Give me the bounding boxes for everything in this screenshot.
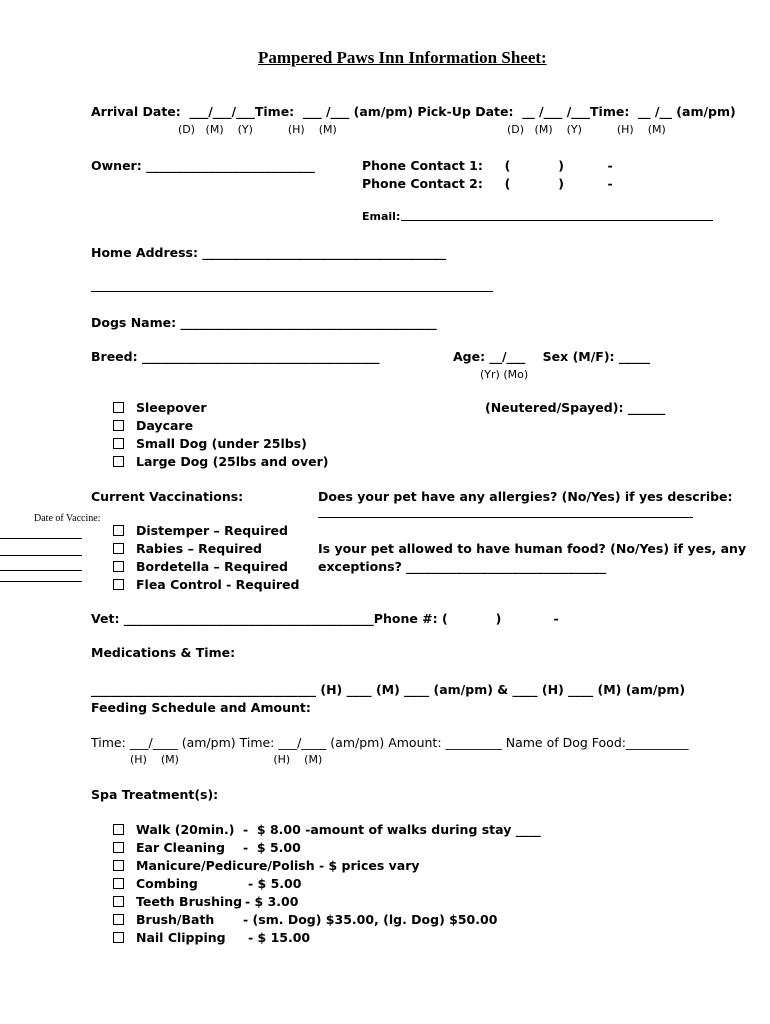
option-large-dog[interactable]: Large Dog (25lbs and over) bbox=[113, 454, 328, 469]
spa-nail-price: - $ 15.00 bbox=[248, 930, 311, 945]
dogs-name-field[interactable]: Dogs Name: _________________________________________ bbox=[91, 315, 437, 330]
checkbox-icon[interactable] bbox=[113, 525, 124, 536]
checkbox-icon[interactable] bbox=[113, 932, 124, 943]
vaccine-date-line[interactable] bbox=[0, 555, 82, 556]
spa-combing-price: - $ 5.00 bbox=[248, 876, 302, 891]
spa-ear-cleaning[interactable]: Ear Cleaning bbox=[113, 840, 225, 855]
spa-ear-price: - $ 5.00 bbox=[243, 840, 301, 855]
spa-walk-price: - $ 8.00 -amount of walks during stay ____ bbox=[243, 822, 541, 837]
spa-teeth-price: - $ 3.00 bbox=[245, 894, 299, 909]
checkbox-icon[interactable] bbox=[113, 842, 124, 853]
vet-field[interactable]: Vet: ________________________________________Phone #: ( ) - bbox=[91, 611, 559, 626]
feeding-subscript: (H) (M) (H) (M) bbox=[130, 753, 323, 766]
human-food-question: Is your pet allowed to have human food? (No/Yes) if yes, any bbox=[318, 541, 747, 556]
vaccine-date-line[interactable] bbox=[0, 581, 82, 582]
human-food-exceptions[interactable]: exceptions? ________________________________ bbox=[318, 559, 607, 574]
pickup-subscript: (D) (M) (Y) (H) (M) bbox=[507, 123, 666, 136]
vaccine-bordetella[interactable]: Bordetella – Required bbox=[113, 559, 288, 574]
spa-brush-bath[interactable]: Brush/Bath bbox=[113, 912, 214, 927]
medications-line[interactable]: ____________________________________ (H) ____ (M) ____ (am/pm) & ____ (H) ____ (M) (am/pm) bbox=[91, 682, 686, 697]
checkbox-icon[interactable] bbox=[113, 824, 124, 835]
vaccine-rabies[interactable]: Rabies – Required bbox=[113, 541, 262, 556]
allergies-question: Does your pet have any allergies? (No/Yes) if yes describe: bbox=[318, 489, 733, 504]
checkbox-icon[interactable] bbox=[113, 878, 124, 889]
arrival-pickup-line: Arrival Date: ___/___/___Time: ___ /___ (am/pm) Pick-Up Date: __ /___ /___Time: __ /__ (am/pm) bbox=[91, 104, 736, 119]
option-sleepover[interactable]: Sleepover bbox=[113, 400, 207, 415]
vaccine-date-line[interactable] bbox=[0, 570, 82, 571]
spa-heading: Spa Treatment(s): bbox=[91, 787, 219, 802]
spa-nail-clipping[interactable]: Nail Clipping bbox=[113, 930, 226, 945]
current-vaccinations-label: Current Vaccinations: bbox=[91, 489, 244, 504]
phone-contact-2[interactable]: Phone Contact 2: ( ) - bbox=[362, 176, 613, 191]
home-address-line-2[interactable] bbox=[91, 291, 493, 292]
feeding-label: Feeding Schedule and Amount: bbox=[91, 700, 311, 715]
home-address-field[interactable]: Home Address: _______________________________________ bbox=[91, 245, 447, 260]
checkbox-icon[interactable] bbox=[113, 860, 124, 871]
checkbox-icon[interactable] bbox=[113, 402, 124, 413]
spa-combing[interactable]: Combing bbox=[113, 876, 198, 891]
page-title: Pampered Paws Inn Information Sheet: bbox=[258, 48, 547, 67]
checkbox-icon[interactable] bbox=[113, 914, 124, 925]
medications-label: Medications & Time: bbox=[91, 645, 236, 660]
email-line[interactable] bbox=[401, 220, 713, 221]
arrival-subscript: (D) (M) (Y) (H) (M) bbox=[178, 123, 337, 136]
phone-contact-1[interactable]: Phone Contact 1: ( ) - bbox=[362, 158, 613, 173]
vaccine-date-line[interactable] bbox=[0, 538, 82, 539]
feeding-line[interactable]: Time: ___/____ (am/pm) Time: ___/____ (am/pm) Amount: _________ Name of Dog Food:__________ bbox=[91, 735, 689, 750]
checkbox-icon[interactable] bbox=[113, 579, 124, 590]
date-of-vaccine-label: Date of Vaccine: bbox=[34, 513, 101, 524]
owner-field[interactable]: Owner: ___________________________ bbox=[91, 158, 315, 173]
age-subscript: (Yr) (Mo) bbox=[480, 368, 529, 381]
neutered-spayed-field[interactable]: (Neutered/Spayed): ______ bbox=[485, 400, 666, 415]
breed-field[interactable]: Breed: ______________________________________ bbox=[91, 349, 380, 364]
checkbox-icon[interactable] bbox=[113, 456, 124, 467]
vaccine-distemper[interactable]: Distemper – Required bbox=[113, 523, 288, 538]
spa-manicure[interactable]: Manicure/Pedicure/Polish - $ prices vary bbox=[113, 858, 420, 873]
email-label: Email: bbox=[362, 210, 401, 223]
spa-brush-bath-price: - (sm. Dog) $35.00, (lg. Dog) $50.00 bbox=[243, 912, 498, 927]
checkbox-icon[interactable] bbox=[113, 438, 124, 449]
age-sex-field[interactable]: Age: __/___ Sex (M/F): _____ bbox=[453, 349, 651, 364]
checkbox-icon[interactable] bbox=[113, 561, 124, 572]
checkbox-icon[interactable] bbox=[113, 543, 124, 554]
spa-teeth-brushing[interactable]: Teeth Brushing bbox=[113, 894, 242, 909]
option-daycare[interactable]: Daycare bbox=[113, 418, 193, 433]
checkbox-icon[interactable] bbox=[113, 420, 124, 431]
spa-walk[interactable]: Walk (20min.) bbox=[113, 822, 235, 837]
allergies-line[interactable] bbox=[318, 517, 693, 518]
vaccine-flea-control[interactable]: Flea Control - Required bbox=[113, 577, 299, 592]
option-small-dog[interactable]: Small Dog (under 25lbs) bbox=[113, 436, 307, 451]
checkbox-icon[interactable] bbox=[113, 896, 124, 907]
